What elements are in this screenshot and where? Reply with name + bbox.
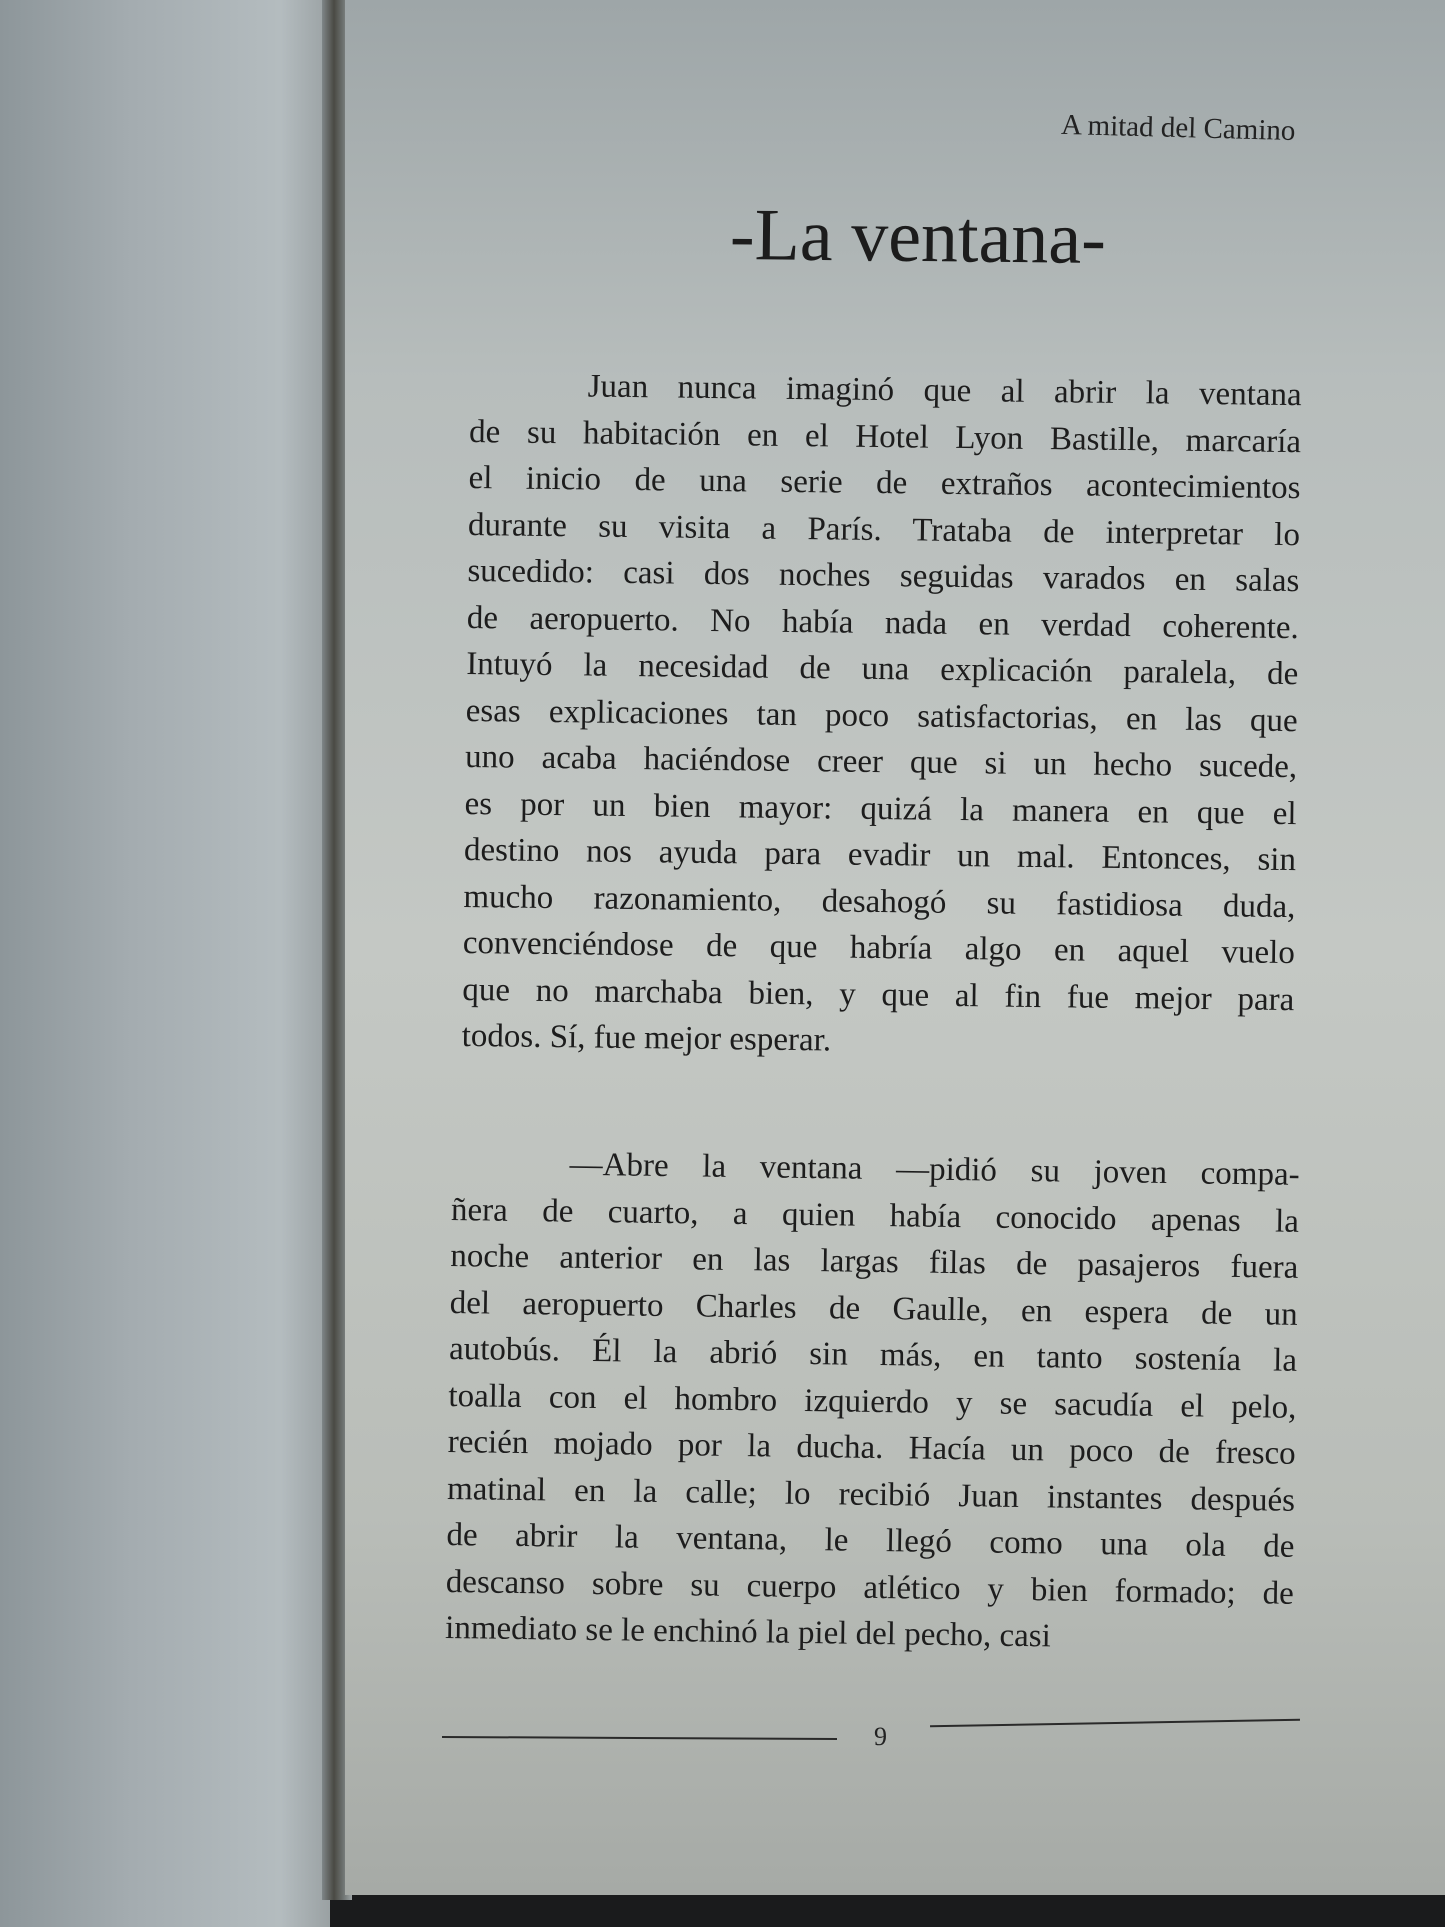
text-line: matinal en la calle; lo recibió Juan instantes después <box>446 1470 1296 1519</box>
text-line: autobús. Él la abrió sin más, en tanto sostenía la <box>448 1330 1298 1379</box>
text-line: Intuyó la necesidad de una explicación paralela, de <box>466 645 1299 693</box>
page-number: 9 <box>874 1722 887 1751</box>
text-line: mucho razonamiento, desahogó su fastidiosa duda, <box>463 878 1296 925</box>
text-line: Juan nunca imaginó que al abrir la ventana <box>587 368 1302 414</box>
text-line: inmediato se le enchinó la piel del pecho, casi <box>444 1609 1052 1655</box>
text-line: sucedido: casi dos noches seguidas varados en salas <box>467 552 1300 600</box>
text-line: noche anterior en las largas filas de pasajeros fuera <box>450 1237 1299 1286</box>
text-line: durante su visita a París. Trataba de interpretar lo <box>467 506 1301 553</box>
left-page <box>0 0 330 1927</box>
text-line: convenciéndose de que habría algo en aquel vuelo <box>462 924 1296 972</box>
text-line: de aeropuerto. No había nada en verdad coherente. <box>466 599 1300 646</box>
text-line: es por un bien mayor: quizá la manera en que el <box>464 785 1297 832</box>
running-header: A mitad del Camino <box>1060 108 1296 148</box>
text-line: —Abre la ventana —pidió su joven compa- <box>569 1146 1300 1193</box>
text-line: uno acaba haciéndose creer que si un hecho sucede, <box>464 738 1298 786</box>
text-line: ñera de cuarto, a quien había conocido apenas la <box>450 1191 1300 1240</box>
text-line: de abrir la ventana, le llegó como una ola de <box>446 1516 1295 1565</box>
text-line: toalla con el hombro izquierdo y se sacudía el pelo, <box>448 1377 1297 1426</box>
text-line: recién mojado por la ducha. Hacía un poco de fresco <box>447 1423 1296 1472</box>
text-line: destino nos ayuda para evadir un mal. Entonces, sin <box>463 831 1297 879</box>
text-line: todos. Sí, fue mejor esperar. <box>461 1017 832 1059</box>
text-line: que no marchaba bien, y que al fin fue mejor para <box>462 971 1295 1018</box>
text-line: del aeropuerto Charles de Gaulle, en espera de un <box>449 1284 1298 1333</box>
chapter-title: -La ventana- <box>729 194 1107 280</box>
text-line: de su habitación en el Hotel Lyon Bastille, marcaría <box>468 413 1302 460</box>
paragraph-2 <box>445 1140 1300 1663</box>
text-line: el inicio de una serie de extraños acontecimientos <box>468 459 1301 507</box>
text-line: descanso sobre su cuerpo atlético y bien formado; de <box>445 1563 1295 1612</box>
text-line: esas explicaciones tan poco satisfactorias, en las que <box>465 692 1298 739</box>
paragraph-1 <box>461 362 1301 1070</box>
